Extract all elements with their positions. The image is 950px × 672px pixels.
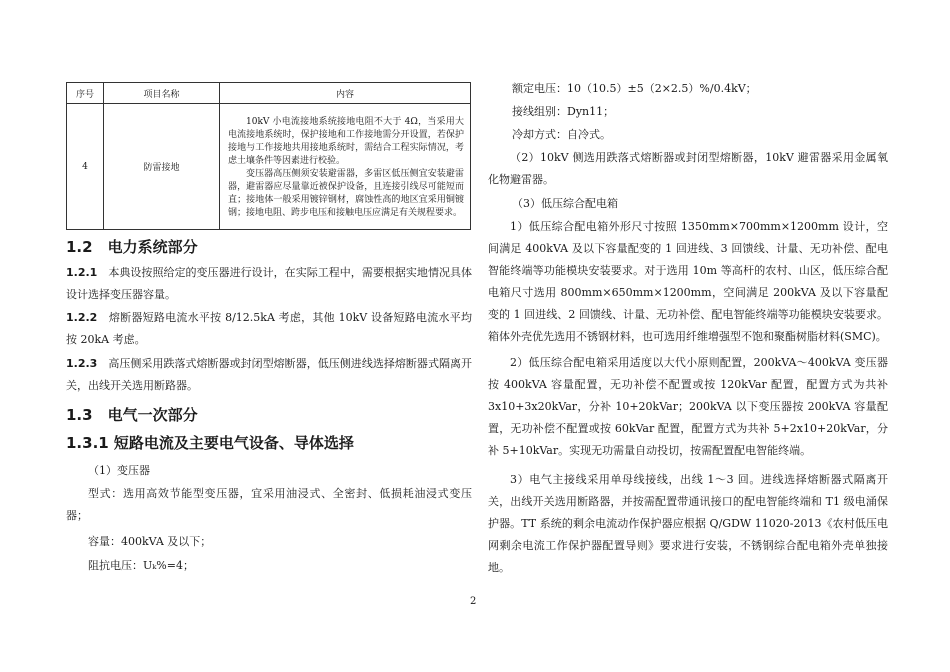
table-header-item: 项目名称: [104, 83, 220, 104]
table-header-row: [67, 83, 471, 104]
fuse-paragraph: （2）10kV 侧选用跌落式熔断器或封闭型熔断器，10kV 避雷器采用金属氧化物避雷器。: [488, 151, 888, 186]
page-number: 2: [470, 596, 477, 607]
para-1-2-1-number: 1.2.1: [66, 266, 98, 279]
lv-box-p1: 1）低压综合配电箱外形尺寸按照 1350mm×700mm×1200mm 设计，空间满足 400kVA 及以下容量配变的 1 回进线、3 回馈线、计量、无功补偿、配电智能终端等功能模块安装要求。对于选用 10m 等高杆的农村、山区，低压综合配电箱尺寸选用 800mm×650mm×1200mm，空间满足 200kVA 及以下容量配变的 1 回进线、2 回馈线、计量、无功补偿、配电智能终端等功能模块安装要求。箱体外壳优先选用不锈钢材料，也可选用纤维增强型不饱和聚酯树脂材料(SMC)。: [488, 220, 888, 343]
heading-1-2: 1.2 电力系统部分: [66, 238, 198, 256]
table-header-no: 序号: [67, 83, 104, 104]
para-1-2-1-text: 本典设按照给定的变压器进行设计，在实际工程中，需要根据实地情况具体设计选择变压器容量。: [66, 266, 472, 301]
lightning-grounding-table: [66, 82, 471, 230]
heading-1-3: 1.3 电气一次部分: [66, 406, 198, 424]
table-cell-name: 防雷接地: [104, 104, 220, 230]
table-cell-content: [220, 104, 471, 230]
wiring-group: 接线组别：Dyn11；: [512, 105, 615, 118]
para-1-2-3: [66, 353, 472, 397]
lv-box-title: （3）低压综合配电箱: [512, 197, 618, 210]
table-content-p2: 变压器高压侧须安装避雷器，多雷区低压侧宜安装避雷器，避雷器应尽量靠近被保护设备，且连接引线尽可能短而直；接地体一般采用镀锌钢材，腐蚀性高的地区宜采用铜镀钢；接地电阻、跨步电压和接触电压应满足有关规程要求。: [228, 168, 464, 218]
lv-box-p3: 3）电气主接线采用单母线接线，出线 1～3 回。进线选择熔断器式隔离开关，出线开关选用断路器，并按需配置带通讯接口的配电智能终端和 T1 级电涌保护器。TT 系统的剩余电流动作保护器应根据 Q/GDW 11020-2013《农村低压电网剩余电流工作保护器配置导则》要求进行安装，不锈钢综合配电箱外壳单独接地。: [488, 473, 888, 574]
para-1-2-2: [66, 307, 472, 351]
cooling-method: 冷却方式：自冷式。: [512, 128, 611, 141]
transformer-impedance: 阻抗电压：Uₖ%=4；: [88, 559, 194, 572]
para-1-2-2-text: 熔断器短路电流水平按 8/12.5kA 考虑，其他 10kV 设备短路电流水平均按 20kA 考虑。: [66, 311, 472, 346]
table-content-p1: 10kV 小电流接地系统接地电阻不大于 4Ω，当采用大电流接地系统时，保护接地和工作接地需分开设置，若保护接地与工作接地共用接地系统时，需结合工程实际情况，考虑土壤条件等因素进行校验。: [228, 116, 464, 166]
para-1-2-1: [66, 262, 472, 306]
para-1-2-2-number: 1.2.2: [66, 311, 98, 324]
lv-box-p2: 2）低压综合配电箱采用适度以大代小原则配置，200kVA～400kVA 变压器按 400kVA 容量配置，无功补偿不配置或按 120kVar 配置，配置方式为共补 3x10+3x20kVar，分补 10+20kVar；200kVA 以下变压器按 200kVA 容量配置，无功补偿不配置或按 60kVar 配置，配置方式为共补 5+2x10+20kVar，分补 5+10kVar。实现无功需量自动投切，按需配置配电智能终端。: [488, 356, 888, 457]
table-cell-no: 4: [67, 104, 104, 230]
para-1-2-3-number: 1.2.3: [66, 357, 98, 370]
rated-voltage: 额定电压：10（10.5）±5（2×2.5）%/0.4kV；: [512, 82, 757, 95]
heading-1-3-1: 1.3.1 短路电流及主要电气设备、导体选择: [66, 434, 354, 452]
transformer-capacity: 容量：400kVA 及以下；: [88, 535, 212, 548]
transformer-type: 型式：选用高效节能型变压器，宜采用油浸式、全密封、低损耗油浸式变压器；: [66, 487, 472, 522]
para-1-2-3-text: 高压侧采用跌落式熔断器或封闭型熔断器，低压侧进线选择熔断器式隔离开关，出线开关选用断路器。: [66, 357, 472, 392]
table-row: [67, 104, 471, 230]
table-header-content: 内容: [220, 83, 471, 104]
transformer-title: （1）变压器: [88, 464, 150, 477]
